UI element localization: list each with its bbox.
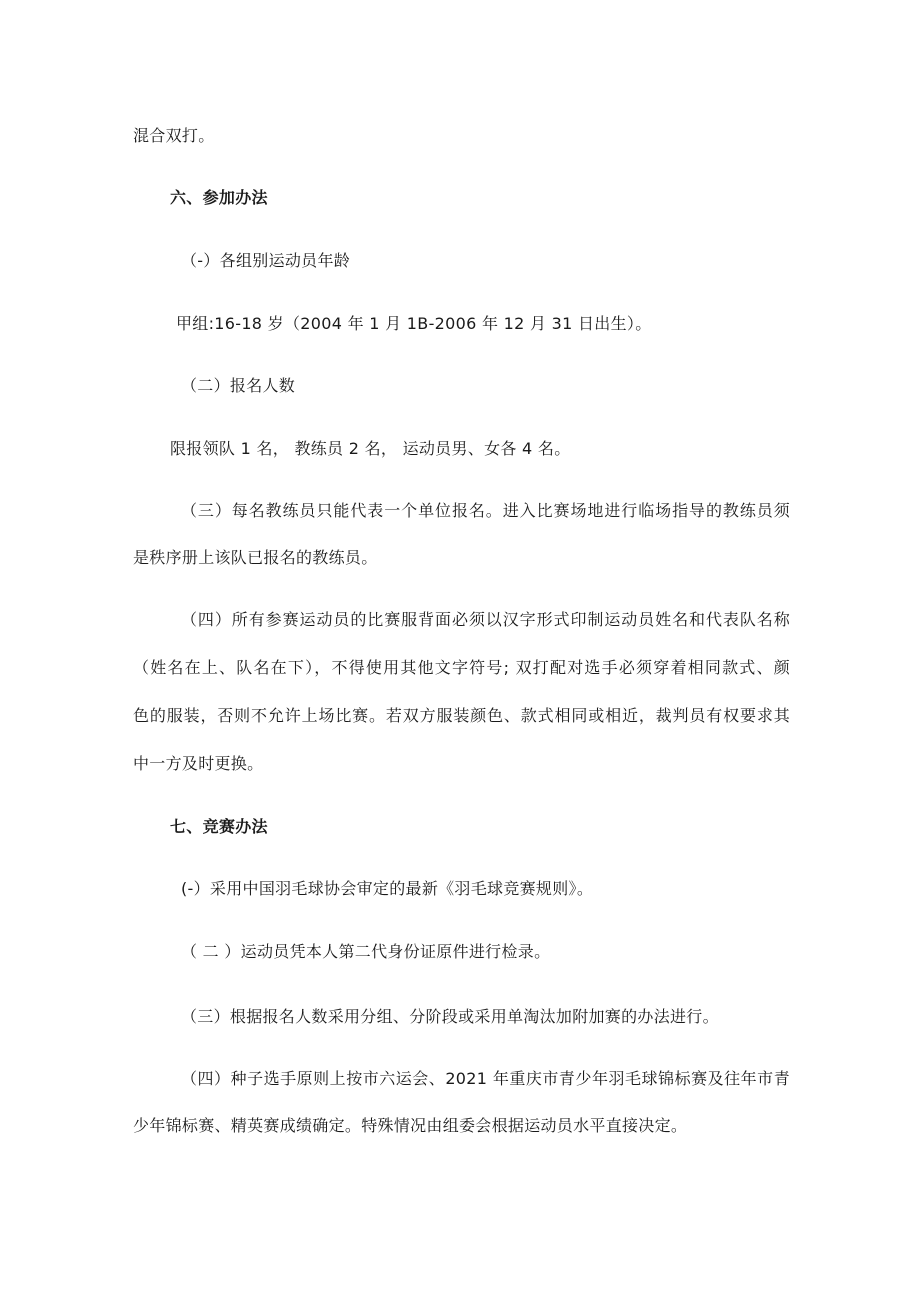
- paragraph-format: （三）根据报名人数采用分组、分阶段或采用单淘汰加附加赛的办法进行。: [181, 1007, 719, 1026]
- paragraph-rules-adopted: (-）采用中国羽毛球协会审定的最新《羽毛球竞赛规则》。: [181, 879, 594, 898]
- paragraph-registration-quota: 限报领队 1 名， 教练员 2 名， 运动员男、女各 4 名。: [170, 439, 571, 458]
- paragraph-mixed-doubles: 混合双打。: [133, 126, 215, 145]
- subsection-age-title: （-）各组别运动员年龄: [181, 251, 351, 270]
- paragraph-id-check: （ 二 ）运动员凭本人第二代身份证原件进行检录。: [181, 942, 551, 961]
- section-heading-participation: 六、参加办法: [170, 188, 268, 207]
- paragraph-coach-rule-line-2: 是秩序册上该队已报名的教练员。: [133, 548, 378, 567]
- paragraph-uniform-rule-line-1: （四）所有参赛运动员的比赛服背面必须以汉字形式印制运动员姓名和代表队名称: [181, 610, 790, 629]
- paragraph-uniform-rule-line-2: （姓名在上、队名在下），不得使用其他文字符号; 双打配对选手必须穿着相同款式、颜: [133, 658, 790, 677]
- paragraph-uniform-rule-line-4: 中一方及时更换。: [133, 754, 264, 773]
- paragraph-seeding-line-2: 少年锦标赛、精英赛成绩确定。特殊情况由组委会根据运动员水平直接决定。: [133, 1116, 688, 1135]
- paragraph-age-group: 甲组:16-18 岁（2004 年 1 月 1B-2006 年 12 月 31 日出生）。: [176, 314, 652, 333]
- section-heading-competition: 七、竞赛办法: [170, 817, 268, 836]
- paragraph-uniform-rule-line-3: 色的服装，否则不允许上场比赛。若双方服装颜色、款式相同或相近，裁判员有权要求其: [133, 706, 790, 725]
- subsection-registration-title: （二）报名人数: [181, 376, 296, 395]
- paragraph-seeding-line-1: （四）种子选手原则上按市六运会、2021 年重庆市青少年羽毛球锦标赛及往年市青: [181, 1069, 790, 1088]
- paragraph-coach-rule-line-1: （三）每名教练员只能代表一个单位报名。进入比赛场地进行临场指导的教练员须: [181, 501, 790, 520]
